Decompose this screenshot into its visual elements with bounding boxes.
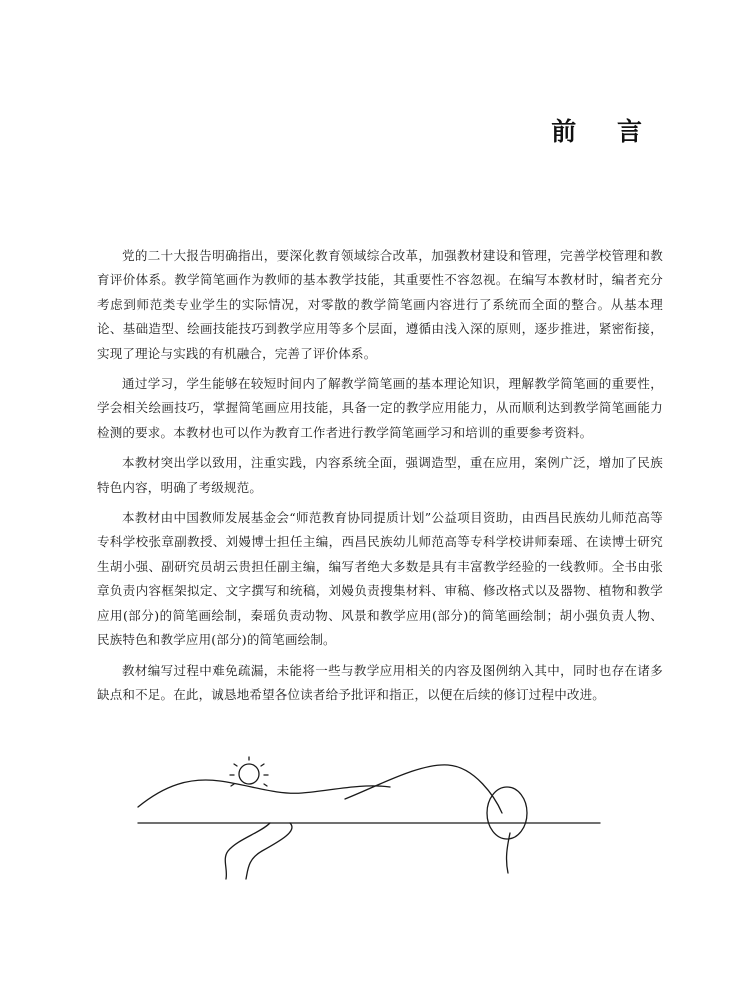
paragraph-3: 本教材突出学以致用，注重实践，内容系统全面，强调造型，重在应用，案例广泛，增加了民族特色内容，明确了考级规范。 xyxy=(97,455,663,495)
mountain-right xyxy=(345,765,502,813)
page-title: 前 言 xyxy=(551,117,658,146)
river-path-2 xyxy=(246,823,292,879)
paragraph-5: 教材编写过程中难免疏漏，未能将一些与教学应用相关的内容及图例纳入其中，同时也存在诸多缺点和不足。在此，诚恳地希望各位读者给予批评和指正，以便在后续的修订过程中改进。 xyxy=(97,662,663,702)
tree-canopy xyxy=(487,787,527,839)
landscape-line-drawing-icon xyxy=(130,755,610,885)
paragraph-1: 党的二十大报告明确指出，要深化教育领域综合改革，加强教材建设和管理，完善学校管理和教育评价体系。教学简笔画作为教师的基本教学技能，其重要性不容忽视。在编写本教材时，编者充分考虑到师范类专业学生的实际情况，对零散的教学简笔画内容进行了系统而全面的整合。从基本理论、基础造型、绘画技能技巧到教学应用等多个层面，遵循由浅入深的原则，逐步推进，紧密衔接，实现了理论与实践的有机融合，完善了评价体系。 xyxy=(97,248,663,361)
sun-icon xyxy=(230,757,268,786)
paragraph-4: 本教材由中国教师发展基金会“师范教育协同提质计划”公益项目资助，由西昌民族幼儿师范高等专科学校张章副教授、刘嫚博士担任主编，西昌民族幼儿师范高等专科学校讲师秦瑶、在读博士研究生胡小强、副研究员胡云贵担任副主编，编写者绝大多数是具有丰富教学经验的一线教师。全书由张章负责内容框架拟定、文字撰写和统稿，刘嫚负责搜集材料、审稿、修改格式以及器物、植物和教学应用(部分)的简笔画绘制，秦瑶负责动物、风景和教学应用(部分)的简笔画绘制；胡小强负责人物、民族特色和教学应用(部分)的简笔画绘制。 xyxy=(97,510,663,648)
paragraph-2: 通过学习，学生能够在较短时间内了解教学简笔画的基本理论知识，理解教学简笔画的重要性，学会相关绘画技巧，掌握简笔画应用技能，具备一定的教学应用能力，从而顺利达到教学简笔画能力检测的要求。本教材也可以作为教育工作者进行教学简笔画学习和培训的重要参考资料。 xyxy=(97,376,663,440)
preface-body xyxy=(97,244,663,713)
